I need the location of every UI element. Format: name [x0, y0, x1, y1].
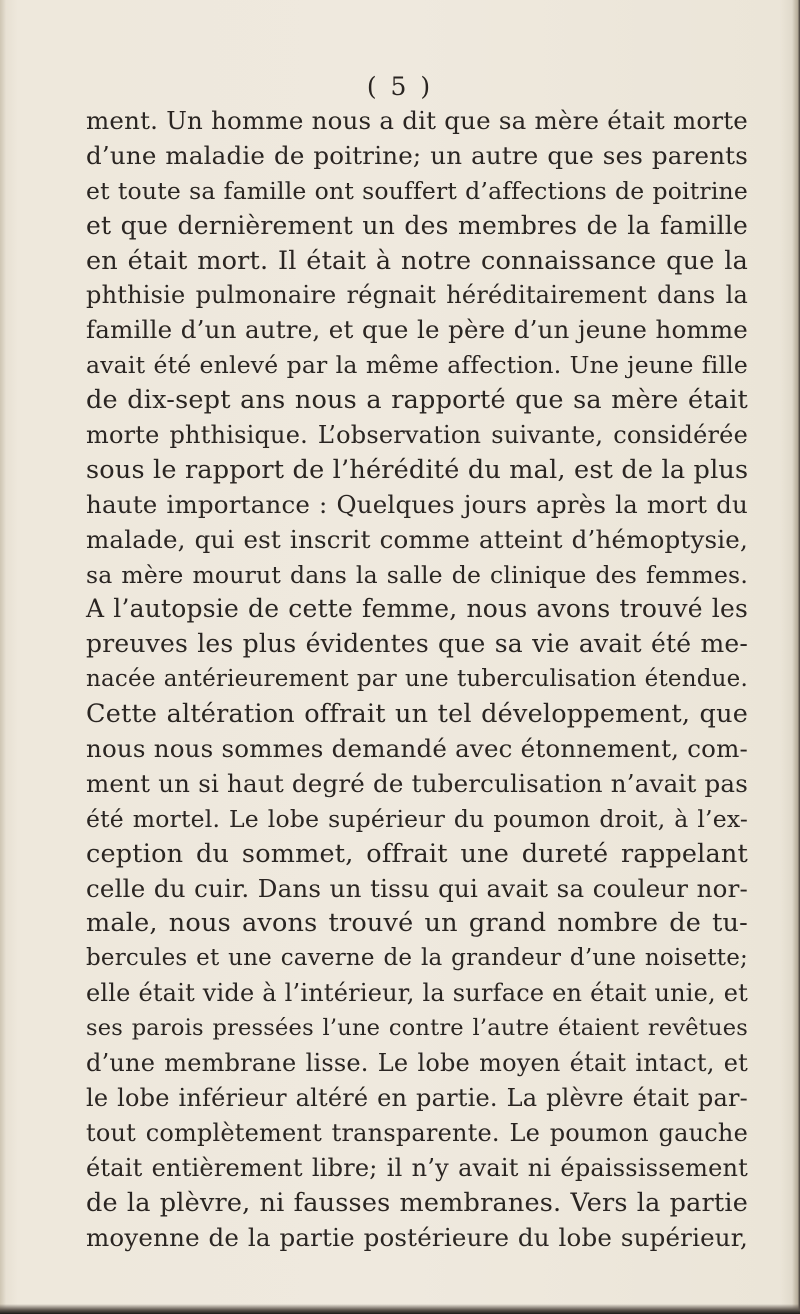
- text-line: le lobe inférieur altéré en partie. La plèvre était par-: [86, 1083, 748, 1112]
- text-line: A l’autopsie de cette femme, nous avons trouvé les: [86, 594, 748, 624]
- text-line: preuves les plus évidentes que sa vie avait été me-: [86, 629, 748, 659]
- body-text: [86, 104, 748, 1255]
- text-line: elle était vide à l’intérieur, la surface en était unie, et: [86, 979, 748, 1008]
- text-line: celle du cuir. Dans un tissu qui avait sa couleur nor-: [86, 873, 748, 903]
- page-left-edge: [0, 0, 6, 1314]
- text-line: malade, qui est inscrit comme atteint d’hémoptysie,: [86, 524, 748, 554]
- text-line: bercules et une caverne de la grandeur d’une noisette;: [86, 945, 748, 972]
- text-line: et toute sa famille ont souffert d’affections de poitrine: [86, 176, 748, 205]
- page-bottom-shadow: [0, 1304, 800, 1314]
- text-line: phthisie pulmonaire régnait héréditairement dans la: [86, 281, 748, 310]
- text-line: d’une membrane lisse. Le lobe moyen était intact, et: [86, 1049, 748, 1078]
- text-line: et que dernièrement un des membres de la famille: [86, 210, 748, 240]
- text-line: haute importance : Quelques jours après la mort du: [86, 489, 748, 519]
- text-line: en était mort. Il était à notre connaissance que la: [86, 245, 748, 276]
- text-line: nous nous sommes demandé avec étonnement, com-: [86, 734, 748, 764]
- text-line: ception du sommet, offrait une dureté rappelant: [86, 838, 748, 869]
- text-line: ses parois pressées l’une contre l’autre étaient revêtues: [86, 1015, 748, 1042]
- text-line: de la plèvre, ni fausses membranes. Vers la partie: [86, 1187, 748, 1218]
- text-line: de dix-sept ans nous a rapporté que sa mère était: [86, 385, 748, 416]
- text-line: ment un si haut degré de tuberculisation n’avait pas: [86, 768, 748, 798]
- text-line: sa mère mourut dans la salle de clinique des femmes.: [86, 560, 748, 589]
- text-line: Cette altération offrait un tel développement, que: [86, 699, 748, 730]
- text-line: nacée antérieurement par une tuberculisation étendue.: [86, 666, 748, 693]
- text-line: morte phthisique. L’observation suivante, considérée: [86, 421, 748, 450]
- text-line: moyenne de la partie postérieure du lobe supérieur,: [86, 1222, 748, 1252]
- text-line: été mortel. Le lobe supérieur du poumon droit, à l’ex-: [86, 804, 748, 833]
- text-line: était entièrement libre; il n’y avait ni épaississement: [86, 1153, 748, 1182]
- text-line: avait été enlevé par la même affection. Une jeune fille: [86, 351, 748, 380]
- text-line: famille d’un autre, et que le père d’un jeune homme: [86, 315, 748, 345]
- text-line: male, nous avons trouvé un grand nombre de tu-: [86, 908, 748, 939]
- text-line: sous le rapport de l’hérédité du mal, est de la plus: [86, 454, 749, 485]
- page-right-edge: [792, 0, 800, 1314]
- page-number: ( 5 ): [366, 72, 434, 101]
- text-line: d’une maladie de poitrine; un autre que ses parents: [86, 140, 748, 170]
- text-line: ment. Un homme nous a dit que sa mère était morte: [86, 106, 748, 135]
- text-line: tout complètement transparente. Le poumon gauche: [86, 1118, 748, 1147]
